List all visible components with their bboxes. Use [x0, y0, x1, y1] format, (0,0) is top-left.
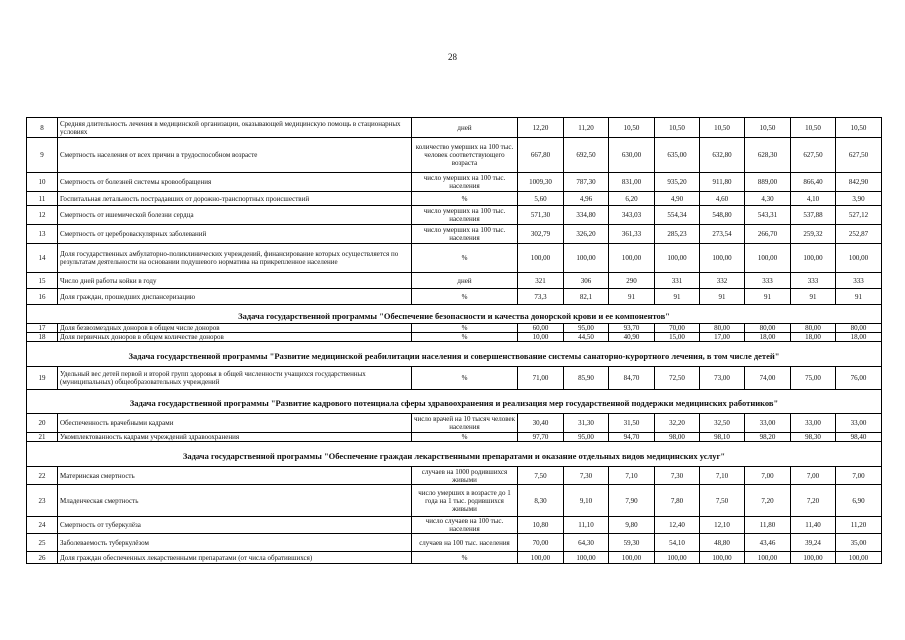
indicator-value: 7,10: [609, 467, 655, 485]
table-row: [27, 118, 882, 138]
indicator-value: 343,03: [609, 206, 655, 225]
table-row: [27, 273, 882, 289]
indicator-value: 70,00: [518, 534, 564, 552]
indicator-value: 15,00: [655, 333, 700, 342]
indicator-value: 537,88: [791, 206, 836, 225]
indicator-value: 11,80: [745, 517, 791, 534]
table-row: [27, 333, 882, 342]
row-number: 11: [27, 192, 58, 206]
indicator-value: 93,70: [609, 324, 655, 333]
table-row: [27, 485, 882, 517]
indicator-value: 97,70: [518, 433, 564, 442]
indicator-value: 889,00: [745, 173, 791, 192]
indicator-value: 100,00: [518, 244, 564, 273]
indicator-value: 91: [609, 289, 655, 305]
indicator-value: 285,23: [655, 225, 700, 244]
indicator-value: 11,40: [791, 517, 836, 534]
indicator-value: 32,20: [655, 414, 700, 433]
indicator-value: 571,30: [518, 206, 564, 225]
indicator-value: 692,50: [564, 138, 609, 173]
row-number: 23: [27, 485, 58, 517]
row-number: 8: [27, 118, 58, 138]
rows-group-section-1: [27, 305, 882, 342]
indicator-name: Смертность населения от всех причин в трудоспособном возрасте: [58, 138, 412, 173]
unit-of-measure: %: [412, 324, 518, 333]
row-number: 19: [27, 367, 58, 390]
indicator-value: 100,00: [609, 552, 655, 564]
indicator-value: 12,40: [655, 517, 700, 534]
indicator-name: Материнская смертность: [58, 467, 412, 485]
indicator-value: 18,00: [836, 333, 882, 342]
indicator-value: 6,20: [609, 192, 655, 206]
indicator-value: 252,87: [836, 225, 882, 244]
indicator-value: 91: [700, 289, 745, 305]
indicator-name: Смертность от туберкулёза: [58, 517, 412, 534]
unit-of-measure: количество умерших на 100 тыс. человек соответствующего возраста: [412, 138, 518, 173]
row-number: 14: [27, 244, 58, 273]
indicator-value: 4,96: [564, 192, 609, 206]
row-number: 21: [27, 433, 58, 442]
indicator-value: 333: [745, 273, 791, 289]
rows-group-section-4: [27, 442, 882, 564]
indicator-value: 554,34: [655, 206, 700, 225]
indicator-value: 100,00: [791, 552, 836, 564]
indicator-value: 10,80: [518, 517, 564, 534]
indicator-value: 98,40: [836, 433, 882, 442]
indicator-value: 11,20: [836, 517, 882, 534]
indicator-value: 361,33: [609, 225, 655, 244]
indicator-value: 7,30: [564, 467, 609, 485]
section-title: Задача государственной программы "Развитие кадрового потенциала сферы здравоохранения и реализация мер государственной поддержки медицинских работников": [27, 390, 882, 414]
indicator-value: 548,80: [700, 206, 745, 225]
indicator-value: 7,30: [655, 467, 700, 485]
indicator-name: Заболеваемость туберкулёзом: [58, 534, 412, 552]
table-row: [27, 244, 882, 273]
indicator-value: 333: [791, 273, 836, 289]
indicator-value: 33,00: [791, 414, 836, 433]
indicator-value: 71,00: [518, 367, 564, 390]
indicator-name: Смертность от цереброваскулярных заболеваний: [58, 225, 412, 244]
indicator-value: 98,00: [655, 433, 700, 442]
indicator-value: 7,20: [745, 485, 791, 517]
indicator-name: Госпитальная летальность пострадавших от дорожно-транспортных происшествий: [58, 192, 412, 206]
indicator-value: 33,00: [836, 414, 882, 433]
indicator-value: 91: [655, 289, 700, 305]
row-number: 12: [27, 206, 58, 225]
indicator-value: 85,90: [564, 367, 609, 390]
indicator-value: 39,24: [791, 534, 836, 552]
indicator-value: 627,50: [836, 138, 882, 173]
indicator-value: 911,80: [700, 173, 745, 192]
indicator-value: 17,00: [700, 333, 745, 342]
indicator-value: 334,80: [564, 206, 609, 225]
indicator-value: 1009,30: [518, 173, 564, 192]
indicator-value: 630,00: [609, 138, 655, 173]
indicator-value: 10,50: [745, 118, 791, 138]
indicator-value: 80,00: [836, 324, 882, 333]
page-number: 28: [448, 52, 457, 62]
unit-of-measure: дней: [412, 273, 518, 289]
indicator-value: 84,70: [609, 367, 655, 390]
indicators-table: [26, 117, 882, 564]
indicator-value: 10,00: [518, 333, 564, 342]
indicator-value: 635,00: [655, 138, 700, 173]
indicator-value: 95,00: [564, 324, 609, 333]
indicator-value: 10,50: [609, 118, 655, 138]
indicator-name: Число дней работы койки в году: [58, 273, 412, 289]
unit-of-measure: число умерших на 100 тыс. населения: [412, 173, 518, 192]
row-number: 17: [27, 324, 58, 333]
rows-group-section-3: [27, 390, 882, 442]
indicator-value: 64,30: [564, 534, 609, 552]
indicator-value: 35,00: [836, 534, 882, 552]
table-row: [27, 517, 882, 534]
indicator-value: 4,60: [700, 192, 745, 206]
indicator-value: 7,00: [745, 467, 791, 485]
indicator-value: 100,00: [564, 244, 609, 273]
indicator-value: 667,80: [518, 138, 564, 173]
indicator-value: 73,00: [700, 367, 745, 390]
indicator-value: 18,00: [791, 333, 836, 342]
indicator-value: 74,00: [745, 367, 791, 390]
indicator-value: 10,50: [655, 118, 700, 138]
unit-of-measure: %: [412, 192, 518, 206]
indicator-value: 94,70: [609, 433, 655, 442]
unit-of-measure: дней: [412, 118, 518, 138]
indicator-name: Обеспеченность врачебными кадрами: [58, 414, 412, 433]
indicator-value: 331: [655, 273, 700, 289]
row-number: 26: [27, 552, 58, 564]
indicator-value: 12,10: [700, 517, 745, 534]
indicator-value: 321: [518, 273, 564, 289]
indicator-value: 95,00: [564, 433, 609, 442]
indicator-value: 100,00: [655, 552, 700, 564]
indicator-value: 18,00: [745, 333, 791, 342]
indicator-value: 59,30: [609, 534, 655, 552]
indicator-value: 100,00: [745, 552, 791, 564]
table-row: [27, 225, 882, 244]
indicator-value: 76,00: [836, 367, 882, 390]
indicator-name: Смертность от ишемической болезни сердца: [58, 206, 412, 225]
indicator-value: 8,30: [518, 485, 564, 517]
table-row: [27, 206, 882, 225]
indicator-value: 326,20: [564, 225, 609, 244]
indicator-value: 100,00: [836, 244, 882, 273]
indicator-name: Смертность от болезней системы кровообращения: [58, 173, 412, 192]
indicator-value: 98,20: [745, 433, 791, 442]
row-number: 9: [27, 138, 58, 173]
indicator-value: 831,00: [609, 173, 655, 192]
table-row: [27, 138, 882, 173]
indicator-value: 44,50: [564, 333, 609, 342]
indicator-value: 4,30: [745, 192, 791, 206]
indicator-value: 70,00: [655, 324, 700, 333]
indicator-value: 332: [700, 273, 745, 289]
table-row: [27, 552, 882, 564]
row-number: 24: [27, 517, 58, 534]
indicator-value: 4,90: [655, 192, 700, 206]
indicator-name: Доля государственных амбулаторно-поликлинических учреждений, финансирование которых осуществляется по результатам деятельности на основании подушевого норматива на прикрепленное население: [58, 244, 412, 273]
indicator-value: 290: [609, 273, 655, 289]
indicator-value: 273,54: [700, 225, 745, 244]
indicator-value: 100,00: [836, 552, 882, 564]
unit-of-measure: %: [412, 333, 518, 342]
indicator-name: Младенческая смертность: [58, 485, 412, 517]
indicator-value: 31,30: [564, 414, 609, 433]
row-number: 10: [27, 173, 58, 192]
indicator-value: 33,00: [745, 414, 791, 433]
indicator-value: 4,10: [791, 192, 836, 206]
unit-of-measure: число умерших на 100 тыс. населения: [412, 225, 518, 244]
unit-of-measure: число умерших на 100 тыс. населения: [412, 206, 518, 225]
indicator-value: 32,50: [700, 414, 745, 433]
section-title: Задача государственной программы "Обеспечение граждан лекарственными препаратами и оказание отдельных видов медицинских услуг": [27, 442, 882, 467]
indicator-value: 935,20: [655, 173, 700, 192]
indicator-value: 100,00: [700, 244, 745, 273]
indicator-value: 7,90: [609, 485, 655, 517]
unit-of-measure: число случаев на 100 тыс. населения: [412, 517, 518, 534]
table-row: [27, 414, 882, 433]
indicator-value: 3,90: [836, 192, 882, 206]
indicator-value: 43,46: [745, 534, 791, 552]
indicator-value: 11,20: [564, 118, 609, 138]
indicator-value: 7,50: [518, 467, 564, 485]
indicator-value: 100,00: [609, 244, 655, 273]
indicator-value: 543,31: [745, 206, 791, 225]
table-row: [27, 324, 882, 333]
indicator-value: 866,40: [791, 173, 836, 192]
indicator-value: 75,00: [791, 367, 836, 390]
indicator-value: 91: [745, 289, 791, 305]
indicator-value: 72,50: [655, 367, 700, 390]
indicator-name: Средняя длительность лечения в медицинской организации, оказывающей медицинскую помощь в стационарных условиях: [58, 118, 412, 138]
indicator-value: 54,10: [655, 534, 700, 552]
indicator-value: 100,00: [745, 244, 791, 273]
indicator-value: 80,00: [745, 324, 791, 333]
indicator-name: Доля граждан обеспеченных лекарственными препаратами (от числа обратившихся): [58, 552, 412, 564]
indicator-value: 5,60: [518, 192, 564, 206]
indicator-value: 31,50: [609, 414, 655, 433]
indicator-value: 30,40: [518, 414, 564, 433]
indicator-value: 7,20: [791, 485, 836, 517]
rows-group-section-2: [27, 342, 882, 390]
indicator-value: 302,79: [518, 225, 564, 244]
table-row: [27, 192, 882, 206]
indicator-value: 91: [836, 289, 882, 305]
indicator-value: 10,50: [700, 118, 745, 138]
indicator-value: 100,00: [564, 552, 609, 564]
unit-of-measure: %: [412, 244, 518, 273]
indicator-value: 306: [564, 273, 609, 289]
unit-of-measure: %: [412, 552, 518, 564]
section-title: Задача государственной программы "Развитие медицинской реабилитации населения и совершенствование системы санаторно-курортного лечения, в том числе детей": [27, 342, 882, 367]
indicator-value: 91: [791, 289, 836, 305]
unit-of-measure: число умерших в возрасте до 1 года на 1 тыс. родившихся живыми: [412, 485, 518, 517]
indicator-value: 80,00: [791, 324, 836, 333]
indicator-name: Удельный вес детей первой и второй групп здоровья в общей численности учащихся государственных (муниципальных) общеобразовательных учреждений: [58, 367, 412, 390]
indicator-value: 333: [836, 273, 882, 289]
indicator-value: 7,00: [836, 467, 882, 485]
unit-of-measure: %: [412, 367, 518, 390]
indicator-value: 7,00: [791, 467, 836, 485]
row-number: 16: [27, 289, 58, 305]
indicator-value: 82,1: [564, 289, 609, 305]
indicator-name: Доля первичных доноров в общем количестве доноров: [58, 333, 412, 342]
indicator-value: 266,70: [745, 225, 791, 244]
unit-of-measure: случаев на 100 тыс. населения: [412, 534, 518, 552]
indicator-value: 10,50: [791, 118, 836, 138]
indicator-value: 7,50: [700, 485, 745, 517]
indicator-value: 627,50: [791, 138, 836, 173]
indicator-value: 9,10: [564, 485, 609, 517]
unit-of-measure: %: [412, 433, 518, 442]
table-row: [27, 433, 882, 442]
indicator-name: Укомплектованность кадрами учреждений здравоохранения: [58, 433, 412, 442]
row-number: 20: [27, 414, 58, 433]
rows-group-main: [27, 118, 882, 305]
indicator-value: 527,12: [836, 206, 882, 225]
indicator-value: 100,00: [655, 244, 700, 273]
indicator-value: 11,10: [564, 517, 609, 534]
row-number: 15: [27, 273, 58, 289]
indicator-value: 12,20: [518, 118, 564, 138]
table-row: [27, 467, 882, 485]
section-title: Задача государственной программы "Обеспечение безопасности и качества донорской крови и ее компонентов": [27, 305, 882, 324]
indicator-value: 73,3: [518, 289, 564, 305]
indicator-value: 787,30: [564, 173, 609, 192]
indicator-value: 632,80: [700, 138, 745, 173]
indicator-value: 48,80: [700, 534, 745, 552]
indicator-value: 9,80: [609, 517, 655, 534]
indicator-value: 259,32: [791, 225, 836, 244]
indicator-value: 100,00: [791, 244, 836, 273]
table-row: [27, 289, 882, 305]
indicator-name: Доля безвозмездных доноров в общем числе доноров: [58, 324, 412, 333]
indicator-value: 40,90: [609, 333, 655, 342]
table-row: [27, 173, 882, 192]
indicator-value: 98,10: [700, 433, 745, 442]
row-number: 22: [27, 467, 58, 485]
unit-of-measure: число врачей на 10 тысяч человек населения: [412, 414, 518, 433]
table-row: [27, 534, 882, 552]
unit-of-measure: %: [412, 289, 518, 305]
indicator-value: 100,00: [518, 552, 564, 564]
indicator-value: 10,50: [836, 118, 882, 138]
row-number: 25: [27, 534, 58, 552]
row-number: 13: [27, 225, 58, 244]
indicator-value: 7,80: [655, 485, 700, 517]
unit-of-measure: случаев на 1000 родившихся живыми: [412, 467, 518, 485]
indicator-value: 628,30: [745, 138, 791, 173]
indicator-value: 60,00: [518, 324, 564, 333]
indicator-value: 6,90: [836, 485, 882, 517]
indicator-value: 7,10: [700, 467, 745, 485]
indicator-value: 842,90: [836, 173, 882, 192]
row-number: 18: [27, 333, 58, 342]
indicator-value: 80,00: [700, 324, 745, 333]
table-row: [27, 367, 882, 390]
indicator-value: 100,00: [700, 552, 745, 564]
indicator-value: 98,30: [791, 433, 836, 442]
indicator-name: Доля граждан, прошедших диспансеризацию: [58, 289, 412, 305]
